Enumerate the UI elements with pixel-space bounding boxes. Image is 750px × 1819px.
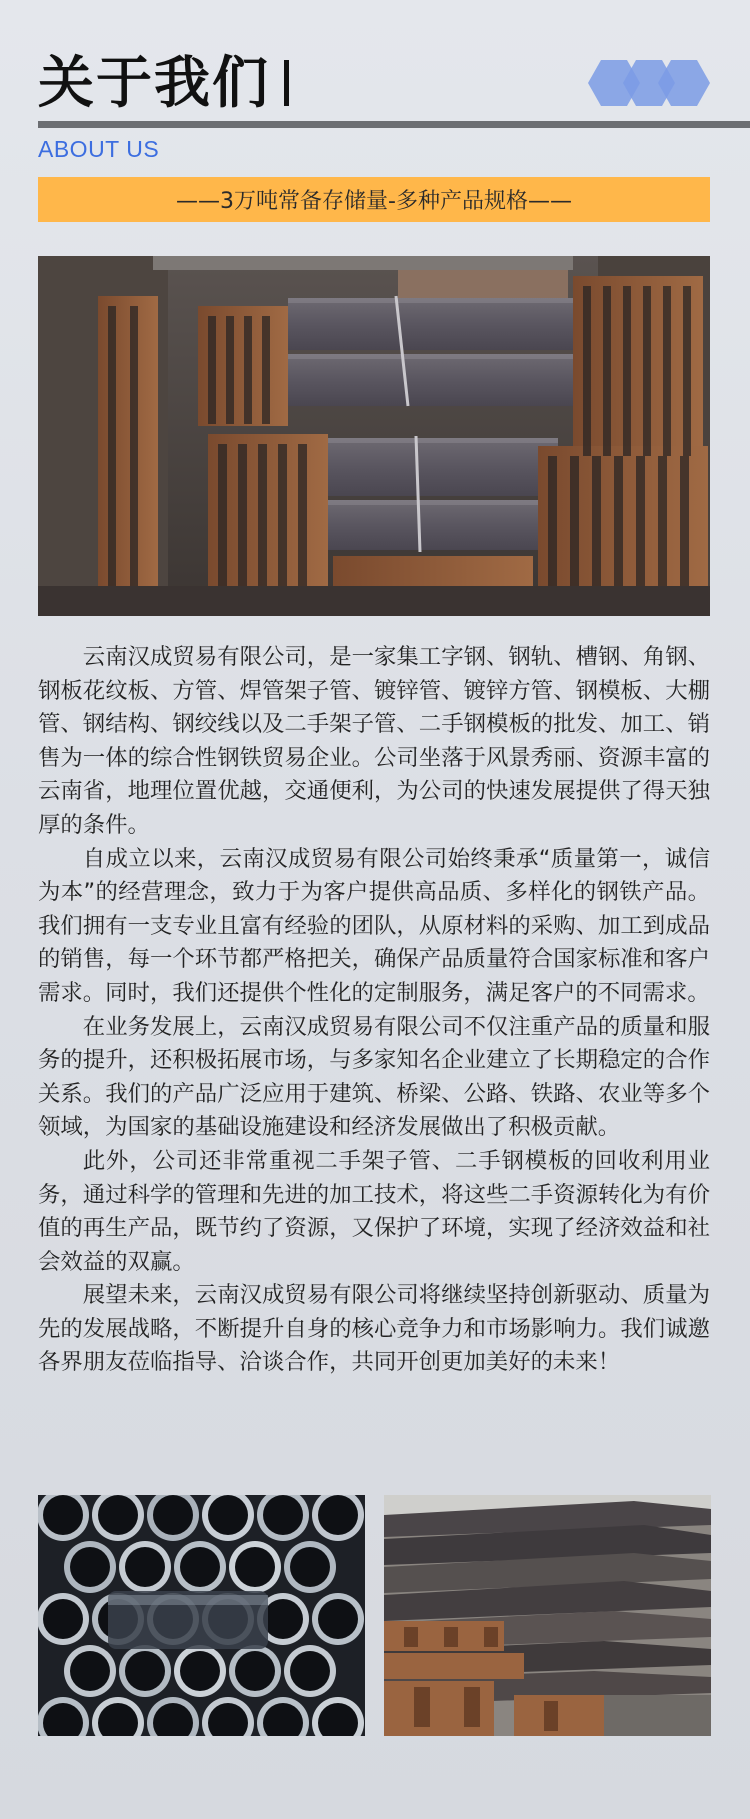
tagline-banner: ——3万吨常备存储量-多种产品规格——: [38, 177, 710, 222]
intro-paragraph: 在业务发展上，云南汉成贸易有限公司不仅注重产品的质量和服务的提升，还积极拓展市场，与多家知名企业建立了长期稳定的合作关系。我们的产品广泛应用于建筑、桥梁、公路、铁路、农业等多个领域，为国家的基础设施建设和经济发展做出了积极贡献。: [38, 1013, 710, 1141]
header-divider: [38, 121, 750, 128]
intro-paragraph: 自成立以来，云南汉成贸易有限公司始终秉承“质量第一，诚信为本”的经营理念，致力于为客户提供高品质、多样化的钢铁产品。我们拥有一支专业且富有经验的团队，从原材料的采购、加工到成品的销售，每一个环节都严格把关，确保产品质量符合国家标准和客户需求。同时，我们还提供个性化的定制服务，满足客户的不同需求。: [38, 845, 710, 1006]
company-introduction: [38, 641, 710, 1380]
hexagon-cluster-icon: [584, 53, 714, 113]
title-separator-bar: [284, 60, 289, 106]
steel-rails-photo: [384, 1495, 711, 1736]
steel-beams-stack-photo: [38, 256, 710, 616]
page-header: [38, 46, 712, 126]
intro-paragraph: 展望未来，云南汉成贸易有限公司将继续坚持创新驱动、质量为先的发展战略，不断提升自身的核心竞争力和市场影响力。我们诚邀各界朋友莅临指导、洽谈合作，共同开创更加美好的未来！: [38, 1282, 710, 1376]
intro-paragraph: 云南汉成贸易有限公司，是一家集工字钢、钢轨、槽钢、角钢、钢板花纹板、方管、焊管架子管、镀锌管、镀锌方管、钢模板、大棚管、钢结构、钢绞线以及二手架子管、二手钢模板的批发、加工、销售为一体的综合性钢铁贸易企业。公司坐落于风景秀丽、资源丰富的云南省，地理位置优越，交通便利，为公司的快速发展提供了得天独厚的条件。: [38, 644, 710, 838]
subtitle-english: ABOUT US: [38, 136, 160, 162]
intro-paragraph: 此外，公司还非常重视二手架子管、二手钢模板的回收利用业务，通过科学的管理和先进的加工技术，将这些二手资源转化为有价值的再生产品，既节约了资源，又保护了环境，实现了经济效益和社会效益的双赢。: [38, 1147, 710, 1275]
steel-pipes-photo: [38, 1495, 365, 1736]
page-title: 关于我们: [38, 51, 270, 116]
page-title-wrap: [38, 52, 289, 116]
